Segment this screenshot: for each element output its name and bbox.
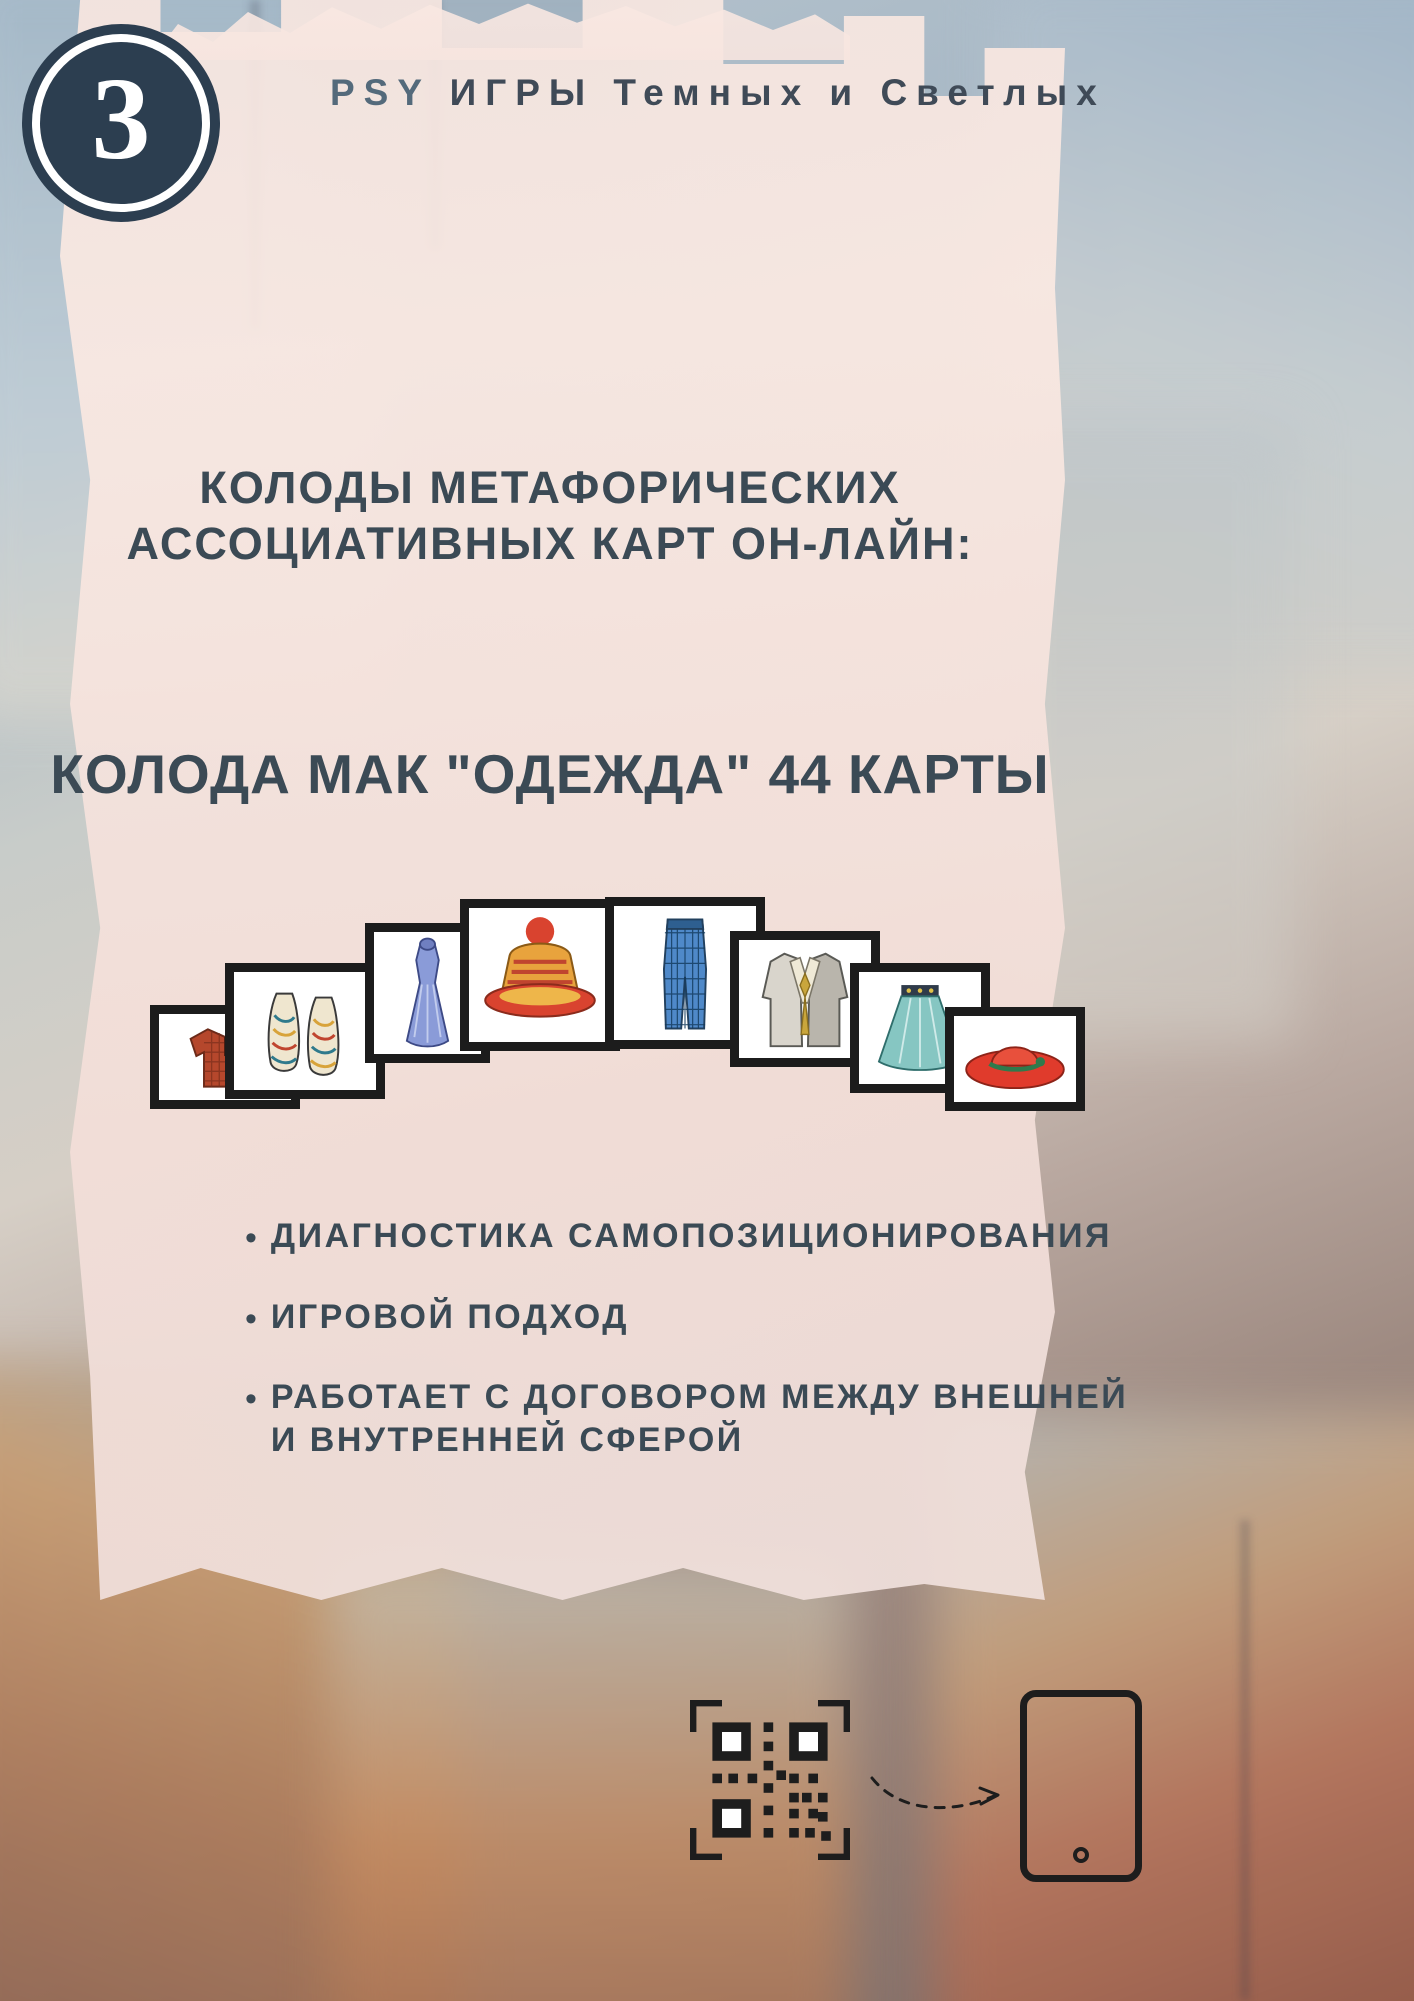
number-badge xyxy=(22,24,220,222)
brand-psy-text: PSY xyxy=(330,72,431,113)
list-item-label: ИГРОВОЙ ПОДХОД xyxy=(270,1297,630,1336)
list-item xyxy=(245,1376,1145,1461)
card-fan xyxy=(150,895,1310,1135)
badge-number-text: 3 xyxy=(91,53,151,184)
list-item-label: РАБОТАЕТ С ДОГОВОРОМ МЕЖДУ ВНЕШНЕЙ И ВНУТРЕННЕЙ СФЕРОЙ xyxy=(270,1378,1129,1459)
card-hat xyxy=(460,899,620,1051)
brand-rest-text: ИГРЫ Темных и Светлых xyxy=(430,72,1106,113)
list-item xyxy=(245,1296,1145,1339)
shoes-icon xyxy=(234,972,376,1090)
sun-hat-icon xyxy=(954,1016,1076,1102)
list-item xyxy=(245,1215,1145,1258)
deck-title: КОЛОДА МАК "ОДЕЖДА" 44 КАРТЫ xyxy=(50,743,1050,805)
card-shoes xyxy=(225,963,385,1099)
bullet-dot-icon: • xyxy=(245,1299,257,1338)
list-item-label: ДИАГНОСТИКА САМОПОЗИЦИОНИРОВАНИЯ xyxy=(270,1217,1112,1255)
smartphone-icon xyxy=(1020,1690,1142,1882)
brand-title xyxy=(330,72,1106,114)
bullet-dot-icon: • xyxy=(245,1380,257,1418)
feature-list xyxy=(245,1215,1145,1499)
qr-code-icon[interactable] xyxy=(690,1700,850,1860)
bullet-dot-icon: • xyxy=(245,1219,257,1257)
knit-hat-icon xyxy=(469,908,611,1042)
card-sunhat xyxy=(945,1007,1085,1111)
phone-home-button-icon xyxy=(1073,1847,1089,1863)
dashed-arrow-icon xyxy=(868,1762,1008,1822)
footer-scan-area xyxy=(690,1700,1210,1930)
bg-streak-3 xyxy=(1240,1520,1250,2000)
number-badge-inner xyxy=(40,42,202,204)
page-title: КОЛОДЫ МЕТАФОРИЧЕСКИХ АССОЦИАТИВНЫХ КАРТ ОН-ЛАЙН: xyxy=(126,462,974,570)
